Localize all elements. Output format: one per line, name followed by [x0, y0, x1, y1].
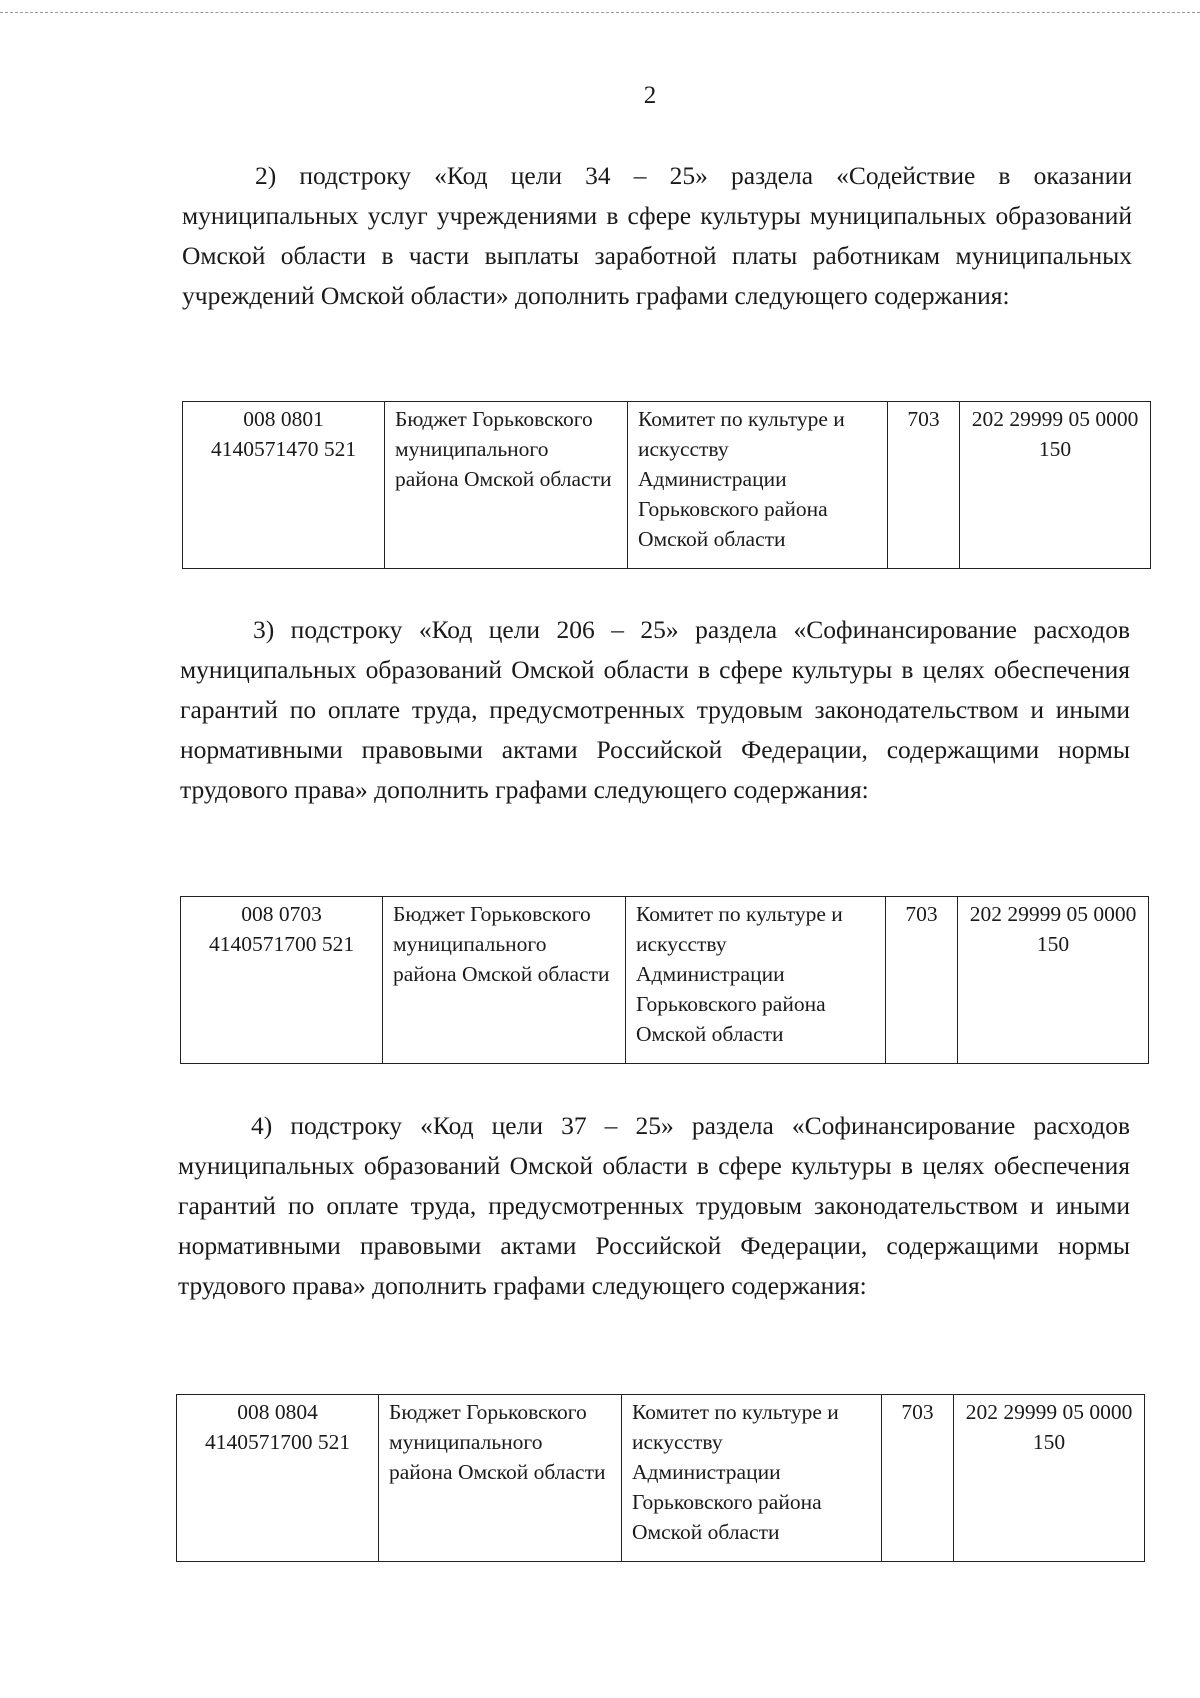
administrator-cell: Комитет по культуре и искусству Администрации Горьковского района Омской области [628, 402, 888, 569]
table-row [181, 897, 1149, 1064]
admin-code-cell: 703 [888, 402, 960, 569]
amendment-table-4 [176, 1394, 1145, 1562]
page-top-edge [0, 12, 1200, 13]
amendment-paragraph-3: 3) подстроку «Код цели 206 – 25» раздела «Софинансирование расходов муниципальных образований Омской области в сфере культуры в целях обеспечения гарантий по оплате труда, предусмотренных трудовым законодательством и иными нормативными правовыми актами Российской Федерации, содержащими нормы трудового права» дополнить графами следующего содержания: [180, 615, 1130, 804]
purpose-code-cell: 008 0703 4140571700 521 [181, 897, 383, 1064]
budget-cell: Бюджет Горьковского муниципального района Омской области [385, 402, 628, 569]
amendment-paragraph-2: 2) подстроку «Код цели 34 – 25» раздела «Содействие в оказании муниципальных услуг учреждениями в сфере культуры муниципальных образований Омской области в части выплаты заработной платы работникам муниципальных учреждений Омской области» дополнить графами следующего содержания: [182, 161, 1132, 310]
revenue-code-cell: 202 29999 05 0000 150 [954, 1395, 1145, 1562]
revenue-code-cell: 202 29999 05 0000 150 [958, 897, 1149, 1064]
amendment-paragraph-4: 4) подстроку «Код цели 37 – 25» раздела «Софинансирование расходов муниципальных образований Омской области в сфере культуры в целях обеспечения гарантий по оплате труда, предусмотренных трудовым законодательством и иными нормативными правовыми актами Российской Федерации, содержащими нормы трудового права» дополнить графами следующего содержания: [178, 1111, 1130, 1300]
administrator-cell: Комитет по культуре и искусству Администрации Горьковского района Омской области [622, 1395, 882, 1562]
revenue-code-cell: 202 29999 05 0000 150 [960, 402, 1151, 569]
budget-cell: Бюджет Горьковского муниципального района Омской области [379, 1395, 622, 1562]
purpose-code-cell: 008 0804 4140571700 521 [177, 1395, 379, 1562]
admin-code-cell: 703 [882, 1395, 954, 1562]
amendment-table-3 [180, 896, 1149, 1064]
table-row [183, 402, 1151, 569]
budget-cell: Бюджет Горьковского муниципального района Омской области [383, 897, 626, 1064]
purpose-code-cell: 008 0801 4140571470 521 [183, 402, 385, 569]
page-number: 2 [643, 82, 657, 109]
admin-code-cell: 703 [886, 897, 958, 1064]
administrator-cell: Комитет по культуре и искусству Администрации Горьковского района Омской области [626, 897, 886, 1064]
amendment-table-2 [182, 401, 1151, 569]
table-row [177, 1395, 1145, 1562]
